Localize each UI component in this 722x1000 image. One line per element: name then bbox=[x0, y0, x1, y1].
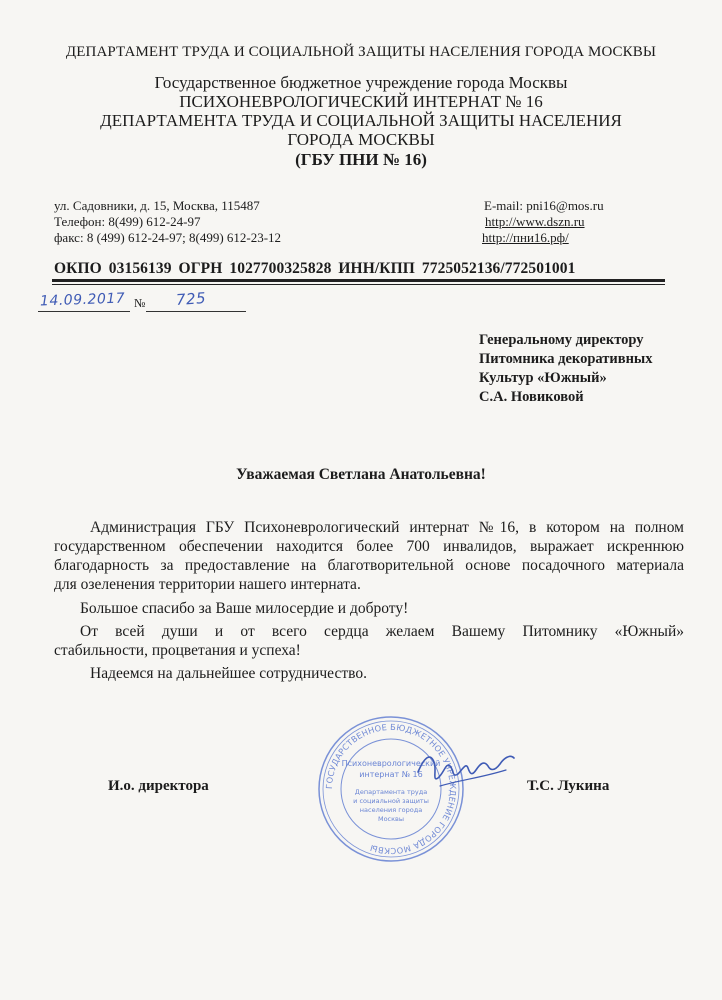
outgoing-date: 14.09.2017 bbox=[39, 290, 126, 310]
address: ул. Садовники, д. 15, Москва, 115487 bbox=[54, 198, 260, 213]
body-p4: Надеемся на дальнейшее сотрудничество. bbox=[90, 665, 367, 682]
body-p1-last: для озеленения территории нашего интерната. bbox=[54, 576, 361, 593]
stamp-ring-text: ГОСУДАРСТВЕННОЕ БЮДЖЕТНОЕ УЧРЕЖДЕНИЕ ГОРОДА МОСКВЫ bbox=[323, 721, 459, 857]
org-name-line-2: ПСИХОНЕВРОЛОГИЧЕСКИЙ ИНТЕРНАТ № 16 bbox=[179, 92, 543, 111]
stamp-line-3: Департамента труда bbox=[354, 788, 428, 796]
stamp-line-1: Психоневрологический bbox=[341, 759, 441, 768]
body-p3-line-1: От всей души и от всего сердца желаем Вашему Питомнику «Южный» bbox=[80, 623, 684, 640]
outgoing-number: 725 bbox=[175, 288, 207, 310]
phone: Телефон: 8(499) 612-24-97 bbox=[54, 214, 201, 229]
stamp-line-4: и социальной защиты bbox=[353, 797, 429, 805]
org-name-line-3: ДЕПАРТАМЕНТА ТРУДА И СОЦИАЛЬНОЙ ЗАЩИТЫ НАСЕЛЕНИЯ bbox=[100, 111, 622, 130]
number-underline bbox=[146, 311, 246, 312]
email: E-mail: pni16@mos.ru bbox=[484, 198, 604, 213]
body-p1-line-3: благодарность за предоставление на благотворительной основе посадочного материала bbox=[54, 557, 684, 574]
fax: факс: 8 (499) 612-24-97; 8(499) 612-23-12 bbox=[54, 230, 282, 245]
signatory-position: И.о. директора bbox=[108, 778, 209, 794]
stamp-line-6: Москвы bbox=[377, 815, 405, 823]
addressee-line-4: С.А. Новиковой bbox=[479, 389, 584, 405]
addressee-line-1: Генеральному директору bbox=[479, 332, 644, 348]
date-underline bbox=[38, 311, 130, 312]
body-p1-line-1: Администрация ГБУ Психоневрологический интернат №16, в котором на полном bbox=[90, 519, 684, 536]
number-label: № bbox=[134, 296, 146, 310]
org-name-line-4: ГОРОДА МОСКВЫ bbox=[287, 130, 435, 149]
addressee-line-2: Питомника декоративных bbox=[479, 351, 653, 367]
addressee-line-3: Культур «Южный» bbox=[479, 370, 607, 386]
stamp-line-2: интернат № 16 bbox=[359, 770, 423, 779]
org-name-line-1: Государственное бюджетное учреждение города Москвы bbox=[154, 73, 568, 92]
registration-codes: ОКПО 03156139 ОГРН 1027700325828 ИНН/КПП 7725052136/772501001 bbox=[54, 260, 576, 277]
handwritten-signature bbox=[410, 740, 520, 800]
website-link[interactable]: http://www.dszn.ru bbox=[485, 214, 585, 229]
website2-link[interactable]: http://пни16.рф/ bbox=[482, 230, 569, 245]
signatory-name: Т.С. Лукина bbox=[527, 778, 610, 794]
body-p2: Большое спасибо за Ваше милосердие и доброту! bbox=[80, 600, 409, 617]
department-header: ДЕПАРТАМЕНТ ТРУДА И СОЦИАЛЬНОЙ ЗАЩИТЫ НАСЕЛЕНИЯ ГОРОДА МОСКВЫ bbox=[65, 44, 657, 60]
header-rule-thick bbox=[52, 279, 665, 282]
body-p1-line-2: государственном обеспечении находится более 700 инвалидов, выражает искреннюю bbox=[54, 538, 684, 555]
stamp-line-5: населения города bbox=[359, 806, 423, 814]
body-p3-line-2: стабильности, процветания и успеха! bbox=[54, 642, 301, 659]
greeting: Уважаемая Светлана Анатольевна! bbox=[236, 466, 486, 483]
header-rule-thin bbox=[52, 284, 665, 285]
org-short-name: (ГБУ ПНИ № 16) bbox=[295, 150, 427, 169]
